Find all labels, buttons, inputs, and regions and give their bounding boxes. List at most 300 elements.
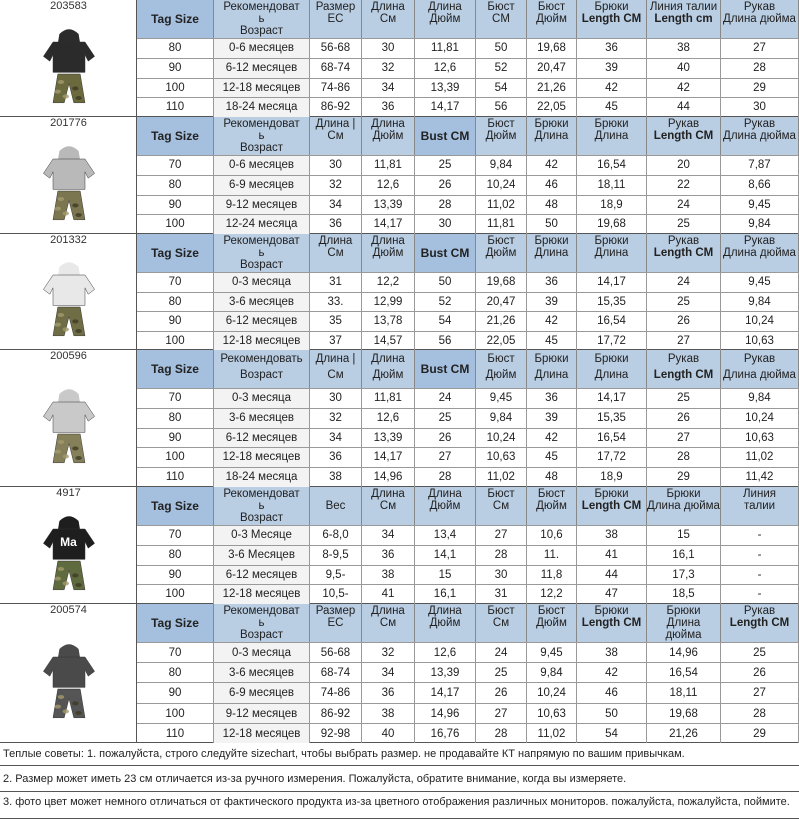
product-image	[29, 21, 109, 111]
table-row	[137, 331, 799, 351]
header-text: Длина	[428, 1, 462, 13]
camo-spot	[57, 80, 63, 84]
table-cell: 24	[647, 273, 721, 292]
table-cell: 16,1	[647, 546, 721, 565]
table-cell: 25	[721, 643, 799, 662]
table-cell: 28	[415, 196, 476, 215]
table-cell: 18,9	[577, 196, 647, 215]
table-cell: 25	[415, 409, 476, 428]
header-text: Tag Size	[151, 499, 199, 513]
table-cell: 20,47	[476, 293, 527, 312]
header-text: Брюки	[666, 605, 701, 617]
header-cell	[577, 350, 647, 388]
table-cell: 39	[527, 409, 577, 428]
table-cell: 12-18 месяцев	[214, 332, 310, 351]
table-cell: 34	[310, 429, 362, 448]
header-text: См	[379, 500, 397, 512]
hood-shape	[57, 146, 79, 160]
header-text: Бюст	[487, 118, 515, 130]
table-cell: 36	[527, 389, 577, 408]
table-cell: 90	[137, 429, 214, 448]
table-cell: 36	[527, 273, 577, 292]
size-table	[137, 487, 799, 603]
header-text: Бюст	[487, 488, 515, 500]
table-cell: 30	[721, 98, 799, 117]
table-cell: 13,39	[362, 429, 415, 448]
header-cell	[362, 234, 415, 272]
camo-spot	[72, 446, 78, 450]
header-text: См	[379, 617, 397, 629]
table-cell: 9,84	[721, 215, 799, 234]
table-cell: 70	[137, 273, 214, 292]
table-cell: 80	[137, 39, 214, 58]
table-cell: 14,17	[577, 273, 647, 292]
table-cell: 18,9	[577, 468, 647, 487]
header-text: Бюст	[537, 1, 566, 13]
table-cell: 9,84	[476, 409, 527, 428]
header-text: Линия талии	[649, 1, 718, 13]
table-cell: 9,45	[527, 643, 577, 662]
header-text: Бюст	[487, 235, 515, 247]
table-cell: 12,6	[415, 643, 476, 662]
table-cell: 28	[721, 59, 799, 78]
table-cell: 27	[721, 683, 799, 702]
size-table-section	[0, 117, 799, 234]
header-cell	[577, 0, 647, 38]
product-image	[29, 138, 109, 228]
header-text: Length CM	[581, 13, 642, 25]
product-column	[0, 350, 137, 486]
table-cell: 47	[577, 585, 647, 604]
table-cell: 56-68	[310, 643, 362, 662]
table-cell: 54	[476, 79, 527, 98]
table-cell: 80	[137, 176, 214, 195]
product-image	[29, 381, 109, 471]
header-cell	[721, 234, 799, 272]
table-cell: 14,17	[362, 215, 415, 234]
header-row	[137, 350, 799, 388]
table-cell: 86-92	[310, 704, 362, 723]
header-text: Дюйм	[372, 369, 404, 381]
header-cell	[721, 117, 799, 155]
table-cell: 70	[137, 643, 214, 662]
header-text: ь	[258, 13, 265, 25]
product-column	[0, 487, 137, 603]
header-text: Дюйм	[485, 369, 517, 381]
table-cell: 12-18 месяцев	[214, 585, 310, 604]
size-table-section	[0, 350, 799, 487]
header-row	[137, 234, 799, 272]
table-cell: 9,84	[721, 389, 799, 408]
table-cell: 12,6	[415, 59, 476, 78]
table-cell: 68-74	[310, 59, 362, 78]
header-text: Бюст	[537, 605, 566, 617]
table-row	[137, 78, 799, 98]
table-row	[137, 408, 799, 428]
header-cell	[476, 604, 527, 642]
header-text: Длина	[371, 605, 405, 617]
table-cell: 26	[647, 409, 721, 428]
header-text: Длина	[371, 1, 405, 13]
table-cell: 90	[137, 312, 214, 331]
camo-spot	[57, 197, 63, 201]
header-text: Длина	[371, 353, 405, 365]
camo-spot	[72, 319, 78, 323]
table-row	[137, 642, 799, 662]
table-cell: 100	[137, 704, 214, 723]
table-cell: 46	[527, 176, 577, 195]
table-cell: 25	[476, 663, 527, 682]
header-text: Tag Size	[151, 616, 199, 630]
header-text: См	[492, 617, 510, 629]
table-row	[137, 58, 799, 78]
header-cell	[214, 117, 310, 155]
table-cell: 38	[577, 526, 647, 545]
table-cell: 45	[527, 332, 577, 351]
table-cell: 34	[362, 526, 415, 545]
table-cell: 31	[310, 273, 362, 292]
table-cell: 6-9 месяцев	[214, 176, 310, 195]
header-text: EC	[327, 617, 344, 629]
header-cell	[577, 234, 647, 272]
table-cell: 100	[137, 448, 214, 467]
header-text: Размер	[315, 605, 356, 617]
header-text: EC	[327, 13, 344, 25]
table-cell: 39	[577, 59, 647, 78]
header-text: дюйма	[665, 629, 702, 641]
table-cell: 19,68	[476, 273, 527, 292]
table-cell: 36	[577, 39, 647, 58]
table-cell: 36	[362, 98, 415, 117]
table-cell: 0-3 месяца	[214, 273, 310, 292]
table-cell: 27	[647, 429, 721, 448]
header-text: Рекомендоват	[223, 605, 300, 617]
header-cell	[310, 487, 362, 525]
header-text: Длина	[594, 369, 629, 381]
header-text: Длина	[666, 617, 701, 629]
product-photo	[29, 138, 109, 233]
header-text: См	[327, 247, 344, 259]
table-cell: 30	[476, 566, 527, 585]
header-cell	[362, 350, 415, 388]
header-cell	[577, 117, 647, 155]
table-cell: 16,54	[577, 429, 647, 448]
table-cell: 15	[647, 526, 721, 545]
header-cell	[721, 487, 799, 525]
table-cell: 12-18 месяцев	[214, 79, 310, 98]
top-shape	[43, 42, 94, 72]
table-cell: 0-3 Месяце	[214, 526, 310, 545]
camo-spot	[54, 449, 60, 453]
table-cell: 50	[577, 704, 647, 723]
product-column	[0, 234, 137, 349]
table-cell: 50	[415, 273, 476, 292]
camo-spot	[72, 701, 78, 705]
table-cell: 80	[137, 293, 214, 312]
size-table-section	[0, 234, 799, 350]
table-cell: 18,11	[577, 176, 647, 195]
table-cell: 80	[137, 546, 214, 565]
table-cell: 56	[476, 98, 527, 117]
camo-spot	[54, 576, 60, 580]
table-cell: 29	[721, 724, 799, 743]
header-text: Длина дюйма	[647, 500, 720, 512]
table-cell: 44	[577, 566, 647, 585]
product-photo	[29, 381, 109, 476]
note-line: 3. фото цвет может немного отличаться от фактического продукта из-за цветного отображения различных мониторов. пожалуйста, пожалуйста, поймите.	[0, 792, 799, 819]
table-cell: 42	[577, 663, 647, 682]
table-row	[137, 525, 799, 545]
header-text: Рекомендовать	[220, 353, 303, 365]
hood-shape	[57, 389, 79, 403]
table-cell: 32	[310, 176, 362, 195]
table-cell: 32	[310, 409, 362, 428]
table-row	[137, 545, 799, 565]
table-cell: 12,6	[362, 409, 415, 428]
header-cell	[214, 0, 310, 38]
table-cell: 15,35	[577, 409, 647, 428]
table-cell: 40	[362, 724, 415, 743]
camo-spot	[75, 456, 81, 460]
header-text: Length cm	[654, 13, 713, 25]
header-cell	[527, 350, 577, 388]
header-cell	[647, 0, 721, 38]
header-text: Возраст	[239, 142, 284, 154]
table-row	[137, 703, 799, 723]
header-text: Брюки	[594, 1, 629, 13]
hood-shape	[57, 516, 79, 530]
header-text: Tag Size	[151, 12, 199, 26]
product-image	[29, 254, 109, 344]
table-cell: 24	[647, 196, 721, 215]
header-text: Длина дюйма	[723, 13, 796, 25]
table-cell: 15,35	[577, 293, 647, 312]
table-cell: 38	[647, 39, 721, 58]
table-cell: 21,26	[527, 79, 577, 98]
table-row	[137, 195, 799, 215]
table-cell: 10,24	[721, 409, 799, 428]
table-cell: 36	[310, 215, 362, 234]
table-cell: 42	[577, 79, 647, 98]
header-cell	[415, 350, 476, 388]
top-shape	[43, 402, 94, 432]
table-cell: 18-24 месяца	[214, 468, 310, 487]
header-cell	[527, 487, 577, 525]
table-cell: 16,1	[415, 585, 476, 604]
header-text: Рукав	[743, 1, 776, 13]
table-row	[137, 388, 799, 408]
table-cell: 14,17	[577, 389, 647, 408]
table-row	[137, 662, 799, 682]
header-row	[137, 604, 799, 642]
camo-spot	[54, 704, 60, 708]
table-cell: 26	[721, 663, 799, 682]
table-cell: 12,2	[527, 585, 577, 604]
camo-spot	[54, 89, 60, 93]
header-text: Брюки	[594, 353, 629, 365]
table-row	[137, 214, 799, 234]
header-text: Длина дюйма	[723, 247, 796, 259]
table-cell: 25	[647, 293, 721, 312]
table-cell: 20	[647, 156, 721, 175]
table-cell: 24	[476, 643, 527, 662]
header-cell	[476, 350, 527, 388]
header-text: Дюйм	[485, 130, 517, 142]
header-text: Длина	[371, 235, 405, 247]
header-cell	[310, 604, 362, 642]
table-cell: 8,66	[721, 176, 799, 195]
header-text: Брюки	[534, 235, 569, 247]
product-code: 201776	[50, 117, 87, 129]
table-row	[137, 467, 799, 487]
table-cell: 13,78	[362, 312, 415, 331]
header-cell	[415, 234, 476, 272]
table-cell: 22,05	[476, 332, 527, 351]
header-text: Длина	[534, 247, 569, 259]
table-cell: 11,81	[362, 156, 415, 175]
table-cell: 86-92	[310, 98, 362, 117]
table-cell: 9-12 месяцев	[214, 196, 310, 215]
table-cell: 29	[647, 468, 721, 487]
header-text: Возраст	[239, 369, 284, 381]
table-cell: 9,84	[721, 293, 799, 312]
header-cell	[310, 350, 362, 388]
table-cell: 10,63	[721, 332, 799, 351]
header-text: Брюки	[594, 235, 629, 247]
header-text: Bust CM	[420, 129, 470, 143]
table-cell: 28	[476, 724, 527, 743]
table-cell: 27	[721, 39, 799, 58]
camo-spot	[75, 96, 81, 100]
header-cell	[476, 234, 527, 272]
table-cell: 100	[137, 79, 214, 98]
header-cell	[415, 487, 476, 525]
camo-spot	[75, 711, 81, 715]
size-table	[137, 0, 799, 116]
shirt-print-text: Ma	[60, 534, 77, 549]
header-text: Длина |	[315, 353, 356, 365]
table-cell: 6-9 месяцев	[214, 683, 310, 702]
header-text: Длина	[594, 130, 629, 142]
camo-spot	[62, 211, 68, 215]
table-cell: 29	[721, 79, 799, 98]
header-text: Брюки	[594, 605, 629, 617]
table-cell: 12,99	[362, 293, 415, 312]
table-cell: 3-6 месяцев	[214, 409, 310, 428]
product-code: 4917	[56, 487, 81, 499]
header-row	[137, 117, 799, 155]
table-cell: 11,81	[415, 39, 476, 58]
table-cell: 18-24 месяца	[214, 98, 310, 117]
header-cell	[476, 117, 527, 155]
header-text: Length CM	[653, 369, 714, 381]
header-text: Tag Size	[151, 362, 199, 376]
table-cell: 19,68	[527, 39, 577, 58]
header-row	[137, 487, 799, 525]
table-cell: 11,02	[721, 448, 799, 467]
table-cell: 9,84	[527, 663, 577, 682]
table-cell: 9,45	[721, 273, 799, 292]
product-photo	[29, 508, 109, 603]
table-cell: 28	[647, 448, 721, 467]
product-code: 201332	[50, 234, 87, 246]
header-text: Bust CM	[420, 246, 470, 260]
header-text: Длина дюйма	[723, 130, 796, 142]
note-line: 2. Размер может иметь 23 см отличается из-за ручного измерения. Пожалуйста, обратите внимание, когда вы измеряете.	[0, 766, 799, 792]
header-text: Tag Size	[151, 129, 199, 143]
top-shape	[43, 657, 94, 687]
table-row	[137, 292, 799, 312]
table-cell: 68-74	[310, 663, 362, 682]
table-cell: 44	[647, 98, 721, 117]
header-cell	[476, 0, 527, 38]
table-row	[137, 311, 799, 331]
header-text: Длина	[428, 488, 462, 500]
header-cell	[137, 117, 214, 155]
header-cell	[647, 234, 721, 272]
table-row	[137, 97, 799, 117]
table-cell: 14,17	[415, 98, 476, 117]
product-photo	[29, 636, 109, 731]
table-cell: 6-8,0	[310, 526, 362, 545]
header-text: Рукав	[667, 235, 700, 247]
table-cell: 38	[362, 704, 415, 723]
table-cell: 18,11	[647, 683, 721, 702]
product-code: 200596	[50, 350, 87, 362]
header-text: Рукав	[743, 118, 776, 130]
table-cell: -	[721, 585, 799, 604]
table-cell: 70	[137, 526, 214, 545]
table-row	[137, 565, 799, 585]
header-cell	[647, 350, 721, 388]
header-text: Бюст	[487, 353, 515, 365]
header-text: Рукав	[743, 235, 776, 247]
header-text: Бюст	[487, 605, 515, 617]
table-row	[137, 38, 799, 58]
table-cell: 12-18 месяцев	[214, 724, 310, 743]
table-cell: 100	[137, 332, 214, 351]
header-cell	[647, 604, 721, 642]
table-cell: 30	[415, 215, 476, 234]
camo-spot	[57, 695, 63, 699]
table-cell: 50	[476, 39, 527, 58]
table-cell: 9,84	[476, 156, 527, 175]
table-cell: 16,54	[577, 312, 647, 331]
table-cell: 22	[647, 176, 721, 195]
table-cell: 45	[577, 98, 647, 117]
table-cell: 13,39	[362, 196, 415, 215]
header-text: Дюйм	[485, 247, 517, 259]
size-table	[137, 117, 799, 233]
table-cell: 28	[721, 704, 799, 723]
header-cell	[137, 0, 214, 38]
camo-spot	[75, 329, 81, 333]
table-cell: 31	[476, 585, 527, 604]
table-cell: 27	[415, 448, 476, 467]
header-text: CM	[492, 13, 510, 25]
table-cell: 12-18 месяцев	[214, 448, 310, 467]
table-cell: 11,81	[362, 389, 415, 408]
table-cell: 100	[137, 585, 214, 604]
size-table-section	[0, 487, 799, 604]
camo-spot	[57, 313, 63, 317]
table-cell: 38	[362, 566, 415, 585]
camo-spot	[62, 709, 68, 713]
table-cell: 15	[415, 566, 476, 585]
table-cell: 50	[527, 215, 577, 234]
product-code: 203583	[50, 0, 87, 12]
product-column	[0, 0, 137, 116]
